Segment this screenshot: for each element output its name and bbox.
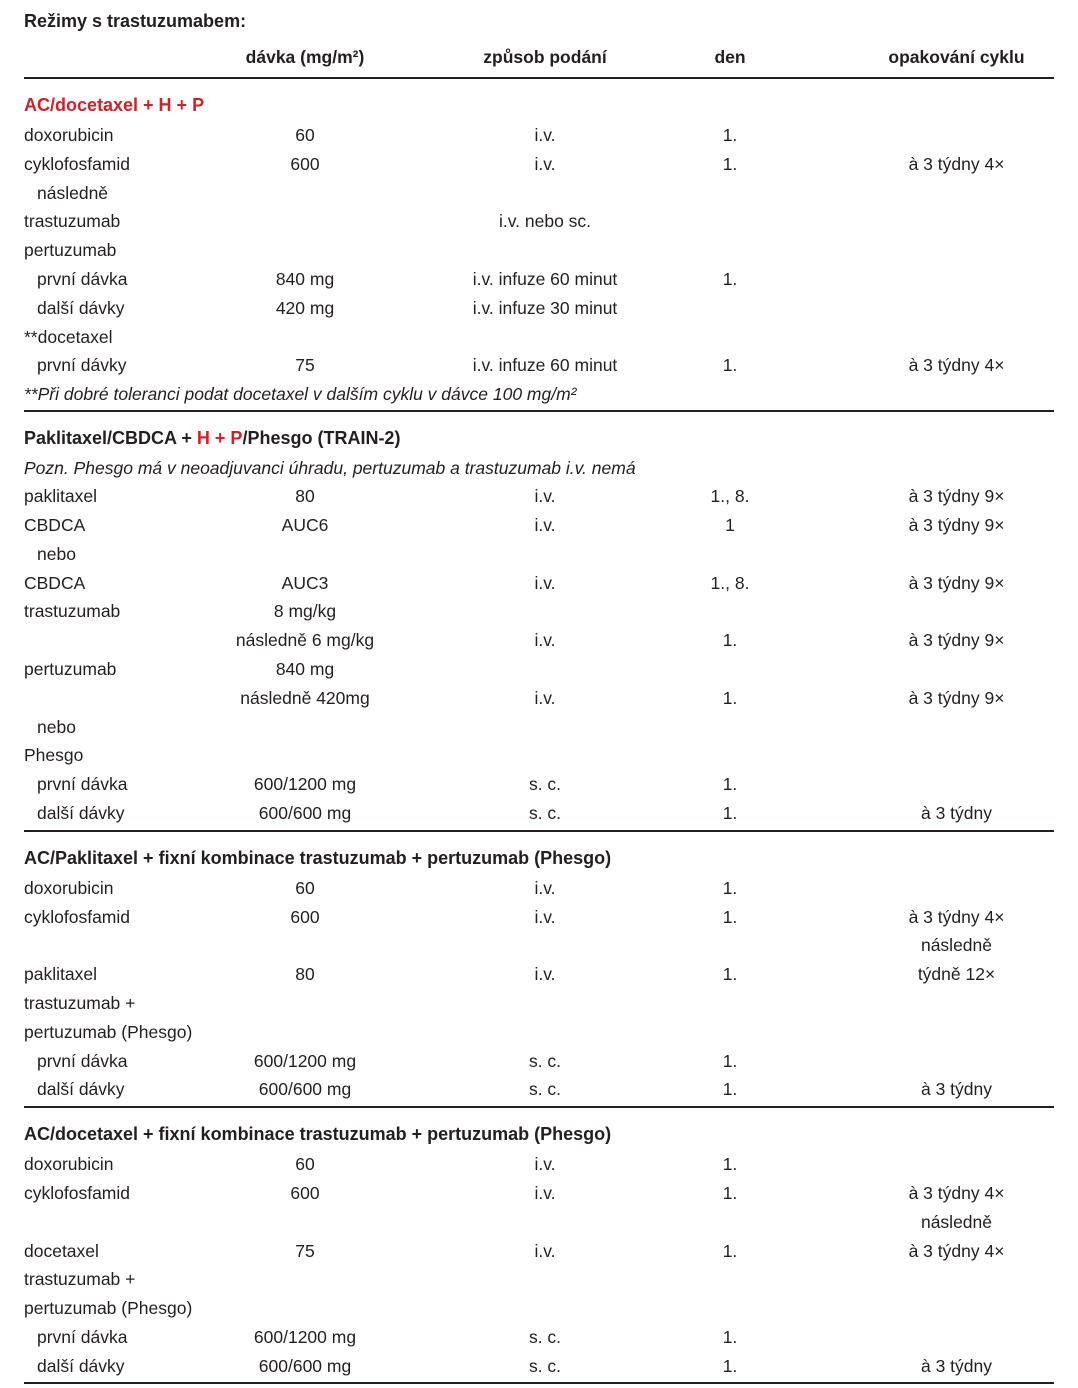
- row-cycle-repeat-cell: [775, 1169, 1054, 1170]
- table-row: [24, 989, 1054, 1018]
- row-drug-name-cell: další dávky: [37, 1355, 125, 1376]
- regimen-section: [24, 1123, 1054, 1384]
- row-day-cell: 1.: [722, 1240, 738, 1261]
- row-dose-cell: následně 6 mg/kg: [235, 630, 375, 651]
- row-day-cell: 1.: [722, 1182, 738, 1203]
- row-day-cell: [685, 342, 775, 343]
- row-day-cell: [685, 198, 775, 199]
- row-route-cell: i.v.: [534, 906, 556, 927]
- row-route-cell: s. c.: [528, 802, 562, 823]
- row-day-cell: [685, 1037, 775, 1038]
- row-drug-name-cell: další dávky: [37, 802, 125, 823]
- section-rows: [24, 121, 1054, 380]
- row-cycle-repeat-cell: à 3 týdny: [920, 802, 993, 823]
- sections-container: [24, 94, 1054, 1384]
- row-route-cell: i.v.: [534, 687, 556, 708]
- row-day-cell: [685, 313, 775, 314]
- row-drug-name-cell: **docetaxel: [24, 326, 113, 347]
- row-day-cell: [685, 950, 775, 951]
- row-route-cell: [405, 342, 685, 343]
- section-heading-text: AC/Paklitaxel + fixní kombinace trastuzumab + pertuzumab (Phesgo): [24, 847, 612, 868]
- row-drug-name-cell: [24, 950, 205, 951]
- table-row: [24, 351, 1054, 380]
- section-heading-accent-text: AC/docetaxel + H + P: [24, 95, 205, 115]
- row-day-cell: 1.: [722, 355, 738, 376]
- table-row: [24, 236, 1054, 265]
- row-day-cell: 1: [725, 514, 735, 535]
- section-heading: [24, 94, 1054, 116]
- row-cycle-repeat-cell: [775, 198, 1054, 199]
- table-row: [24, 655, 1054, 684]
- section-heading: [24, 1123, 1054, 1145]
- row-dose-cell: [205, 732, 405, 733]
- row-day-cell: 1.: [722, 687, 738, 708]
- row-drug-name-cell: první dávka: [37, 268, 128, 289]
- table-row: [24, 1352, 1054, 1381]
- row-route-cell: [405, 732, 685, 733]
- row-day-cell: 1.: [722, 1079, 738, 1100]
- row-route-cell: [405, 1227, 685, 1228]
- row-dose-cell: [205, 1284, 405, 1285]
- table-row: [24, 121, 1054, 150]
- row-drug-name-cell: CBDCA: [24, 572, 86, 593]
- row-route-cell: [405, 1008, 685, 1009]
- row-drug-name-cell: cyklofosfamid: [24, 906, 131, 927]
- row-dose-cell: 600/600 mg: [258, 1079, 352, 1100]
- table-row: [24, 1237, 1054, 1266]
- table-row: [24, 511, 1054, 540]
- row-dose-cell: 80: [295, 964, 315, 985]
- row-cycle-repeat-cell: [775, 674, 1054, 675]
- row-dose-cell: 840 mg: [275, 658, 335, 679]
- row-cycle-repeat-cell: [775, 1313, 1054, 1314]
- row-cycle-repeat-cell: [775, 1066, 1054, 1067]
- row-drug-name-cell: pertuzumab: [24, 658, 117, 679]
- row-day-cell: 1., 8.: [710, 486, 750, 507]
- row-drug-name-cell: doxorubicin: [24, 1154, 114, 1175]
- row-dose-cell: 75: [295, 1240, 315, 1261]
- table-row: [24, 1294, 1054, 1323]
- page-title: Režimy s trastuzumabem:: [24, 11, 247, 31]
- table-row: [24, 569, 1054, 598]
- row-cycle-repeat-cell: à 3 týdny 4×: [908, 906, 1005, 927]
- row-route-cell: s. c.: [528, 1050, 562, 1071]
- table-row: [24, 150, 1054, 179]
- row-dose-cell: [205, 559, 405, 560]
- column-header-day: den: [714, 47, 746, 67]
- regimen-section: [24, 847, 1054, 1108]
- row-route-cell: i.v.: [534, 153, 556, 174]
- row-cycle-repeat-cell: [775, 1342, 1054, 1343]
- row-drug-name-cell: trastuzumab +: [24, 1269, 136, 1290]
- row-route-cell: i.v.: [534, 877, 556, 898]
- column-header-cycle-repeat: opakování cyklu: [888, 47, 1025, 67]
- row-route-cell: i.v.: [534, 964, 556, 985]
- row-cycle-repeat-cell: à 3 týdny: [920, 1355, 993, 1376]
- row-day-cell: 1.: [722, 125, 738, 145]
- row-route-cell: i.v. infuze 30 minut: [472, 297, 618, 318]
- row-cycle-repeat-cell: [775, 789, 1054, 790]
- row-cycle-repeat-cell: à 3 týdny 9×: [908, 514, 1005, 535]
- row-drug-name-cell: doxorubicin: [24, 877, 114, 898]
- row-route-cell: i.v.: [534, 514, 556, 535]
- row-route-cell: i.v.: [534, 1182, 556, 1203]
- section-heading: [24, 427, 1054, 449]
- row-dose-cell: 80: [295, 486, 315, 507]
- row-dose-cell: [205, 226, 405, 227]
- table-row: [24, 1047, 1054, 1076]
- table-row: [24, 1179, 1054, 1208]
- row-drug-name-cell: paklitaxel: [24, 486, 97, 507]
- row-drug-name-cell: paklitaxel: [24, 964, 97, 985]
- row-dose-cell: následně 420mg: [240, 687, 370, 708]
- row-drug-name-cell: následně: [37, 182, 109, 203]
- row-drug-name-cell: [24, 645, 205, 646]
- row-day-cell: [685, 559, 775, 560]
- row-cycle-repeat-cell: à 3 týdny 4×: [908, 1182, 1005, 1203]
- section-heading-text: Paklitaxel/CBDCA +: [24, 428, 197, 449]
- row-route-cell: i.v.: [534, 630, 556, 651]
- table-row: [24, 626, 1054, 655]
- row-cycle-repeat-cell: à 3 týdny 9×: [908, 572, 1005, 593]
- header-divider: [24, 77, 1054, 79]
- row-day-cell: [685, 760, 775, 761]
- regimen-section: [24, 94, 1054, 412]
- table-column-headers: [24, 45, 1054, 77]
- row-route-cell: [405, 1037, 685, 1038]
- section-divider: [24, 410, 1054, 412]
- row-drug-name-cell: trastuzumab: [24, 601, 121, 622]
- section-heading-accent-text: H + P: [196, 428, 243, 449]
- table-row: [24, 265, 1054, 294]
- row-route-cell: [405, 559, 685, 560]
- table-row: [24, 207, 1054, 236]
- section-divider: [24, 830, 1054, 832]
- column-header-dose: dávka (mg/m²): [245, 47, 365, 67]
- row-cycle-repeat-cell: [775, 732, 1054, 733]
- row-cycle-repeat-cell: [775, 559, 1054, 560]
- row-drug-name-cell: první dávka: [37, 774, 128, 795]
- row-drug-name-cell: CBDCA: [24, 514, 86, 535]
- table-row: [24, 323, 1054, 352]
- row-drug-name-cell: pertuzumab (Phesgo): [24, 1298, 193, 1319]
- row-drug-name-cell: trastuzumab +: [24, 992, 136, 1013]
- row-dose-cell: AUC6: [281, 514, 329, 535]
- row-day-cell: [685, 1313, 775, 1314]
- row-cycle-repeat-cell: následně: [920, 935, 993, 956]
- section-heading: [24, 847, 1054, 869]
- table-row: [24, 1208, 1054, 1237]
- row-drug-name-cell: cyklofosfamid: [24, 1182, 131, 1203]
- row-cycle-repeat-cell: [775, 255, 1054, 256]
- row-dose-cell: 600: [290, 1182, 320, 1203]
- row-route-cell: s. c.: [528, 1326, 562, 1347]
- row-cycle-repeat-cell: [775, 342, 1054, 343]
- table-row: [24, 1323, 1054, 1352]
- row-drug-name-cell: pertuzumab (Phesgo): [24, 1021, 193, 1042]
- row-dose-cell: [205, 342, 405, 343]
- row-dose-cell: 600: [290, 153, 320, 174]
- row-drug-name-cell: pertuzumab: [24, 240, 117, 261]
- row-day-cell: 1.: [722, 153, 738, 174]
- row-dose-cell: 600/1200 mg: [253, 1326, 357, 1347]
- section-rows: [24, 1150, 1054, 1380]
- row-dose-cell: [205, 950, 405, 951]
- row-day-cell: 1.: [722, 906, 738, 927]
- row-dose-cell: 600/600 mg: [258, 1355, 352, 1376]
- row-drug-name-cell: trastuzumab: [24, 211, 121, 232]
- row-drug-name-cell: další dávky: [37, 1079, 125, 1100]
- row-route-cell: [405, 760, 685, 761]
- regimen-section: [24, 427, 1054, 832]
- row-cycle-repeat-cell: à 3 týdny 4×: [908, 153, 1005, 174]
- row-cycle-repeat-cell: [775, 313, 1054, 314]
- table-row: [24, 713, 1054, 742]
- table-row: [24, 179, 1054, 208]
- row-cycle-repeat-cell: [775, 226, 1054, 227]
- row-dose-cell: [205, 255, 405, 256]
- row-day-cell: 1.: [722, 774, 738, 795]
- row-cycle-repeat-cell: à 3 týdny: [920, 1079, 993, 1100]
- row-drug-name-cell: nebo: [37, 543, 76, 564]
- row-route-cell: s. c.: [528, 774, 562, 795]
- column-header-name: [24, 62, 205, 63]
- row-cycle-repeat-cell: [775, 1284, 1054, 1285]
- table-row: [24, 931, 1054, 960]
- row-cycle-repeat-cell: à 3 týdny 4×: [908, 1240, 1005, 1261]
- table-row: [24, 1075, 1054, 1104]
- row-route-cell: [405, 674, 685, 675]
- row-day-cell: [685, 674, 775, 675]
- row-drug-name-cell: docetaxel: [24, 1240, 99, 1261]
- row-cycle-repeat-cell: [775, 893, 1054, 894]
- row-day-cell: [685, 226, 775, 227]
- row-dose-cell: 60: [295, 1154, 315, 1175]
- row-drug-name-cell: další dávky: [37, 297, 125, 318]
- row-route-cell: [405, 1313, 685, 1314]
- table-row: [24, 294, 1054, 323]
- row-drug-name-cell: nebo: [37, 716, 76, 737]
- row-cycle-repeat-cell: [775, 1037, 1054, 1038]
- table-row: [24, 597, 1054, 626]
- table-row: [24, 1018, 1054, 1047]
- row-dose-cell: 600/1200 mg: [253, 774, 357, 795]
- row-day-cell: 1.: [722, 802, 738, 823]
- row-day-cell: 1.: [722, 1326, 738, 1347]
- section-rows: [24, 874, 1054, 1104]
- row-day-cell: 1., 8.: [710, 572, 750, 593]
- section-note: Pozn. Phesgo má v neoadjuvanci úhradu, pertuzumab a trastuzumab i.v. nemá: [24, 458, 636, 479]
- row-cycle-repeat-cell: à 3 týdny 9×: [908, 486, 1005, 507]
- row-route-cell: [405, 255, 685, 256]
- row-dose-cell: 75: [295, 355, 315, 376]
- row-drug-name-cell: cyklofosfamid: [24, 153, 131, 174]
- row-day-cell: [685, 1284, 775, 1285]
- row-dose-cell: 600/1200 mg: [253, 1050, 357, 1071]
- row-drug-name-cell: [24, 703, 205, 704]
- row-cycle-repeat-cell: [775, 284, 1054, 285]
- row-drug-name-cell: první dávka: [37, 1326, 128, 1347]
- row-day-cell: 1.: [722, 630, 738, 651]
- row-dose-cell: 8 mg/kg: [273, 601, 337, 622]
- row-day-cell: 1.: [722, 877, 738, 898]
- section-divider: [24, 1106, 1054, 1108]
- row-dose-cell: 840 mg: [275, 268, 335, 289]
- column-header-route: způsob podání: [483, 47, 607, 67]
- table-row: [24, 482, 1054, 511]
- row-cycle-repeat-cell: týdně 12×: [917, 964, 996, 985]
- row-route-cell: i.v.: [534, 125, 556, 145]
- row-day-cell: 1.: [722, 1355, 738, 1376]
- row-route-cell: i.v.: [534, 1154, 556, 1175]
- section-rows: [24, 482, 1054, 828]
- row-dose-cell: 420 mg: [275, 297, 335, 318]
- row-cycle-repeat-cell: [775, 616, 1054, 617]
- row-dose-cell: [205, 1227, 405, 1228]
- row-day-cell: [685, 732, 775, 733]
- row-day-cell: 1.: [722, 1154, 738, 1175]
- row-cycle-repeat-cell: à 3 týdny 9×: [908, 630, 1005, 651]
- row-route-cell: i.v.: [534, 1240, 556, 1261]
- row-dose-cell: 60: [295, 125, 315, 145]
- row-dose-cell: 600/600 mg: [258, 802, 352, 823]
- row-dose-cell: [205, 760, 405, 761]
- row-dose-cell: AUC3: [281, 572, 329, 593]
- row-drug-name-cell: doxorubicin: [24, 125, 114, 145]
- row-day-cell: 1.: [722, 1050, 738, 1071]
- table-row: [24, 903, 1054, 932]
- row-dose-cell: [205, 1037, 405, 1038]
- table-row: [24, 770, 1054, 799]
- table-row: [24, 960, 1054, 989]
- row-day-cell: [685, 1227, 775, 1228]
- row-day-cell: 1.: [722, 964, 738, 985]
- row-route-cell: i.v. infuze 60 minut: [472, 268, 618, 289]
- table-row: [24, 1150, 1054, 1179]
- row-route-cell: s. c.: [528, 1355, 562, 1376]
- row-day-cell: [685, 255, 775, 256]
- row-route-cell: [405, 616, 685, 617]
- section-heading-suffix-text: /Phesgo (TRAIN-2): [242, 428, 401, 449]
- row-day-cell: [685, 1008, 775, 1009]
- row-day-cell: [685, 616, 775, 617]
- row-dose-cell: 60: [295, 877, 315, 898]
- row-dose-cell: [205, 198, 405, 199]
- table-row: [24, 741, 1054, 770]
- row-dose-cell: [205, 1313, 405, 1314]
- section-footnote: **Při dobré toleranci podat docetaxel v dalším cyklu v dávce 100 mg/m²: [24, 384, 577, 405]
- row-route-cell: [405, 198, 685, 199]
- row-dose-cell: [205, 1008, 405, 1009]
- row-route-cell: i.v. nebo sc.: [498, 211, 592, 232]
- row-cycle-repeat-cell: à 3 týdny 9×: [908, 687, 1005, 708]
- row-drug-name-cell: první dávky: [37, 355, 127, 376]
- table-row: [24, 540, 1054, 569]
- row-day-cell: 1.: [722, 268, 738, 289]
- row-route-cell: i.v.: [534, 572, 556, 593]
- row-route-cell: [405, 950, 685, 951]
- row-route-cell: [405, 1284, 685, 1285]
- row-drug-name-cell: první dávka: [37, 1050, 128, 1071]
- row-route-cell: i.v. infuze 60 minut: [472, 355, 618, 376]
- row-cycle-repeat-cell: [775, 1008, 1054, 1009]
- row-cycle-repeat-cell: [775, 760, 1054, 761]
- section-divider: [24, 1382, 1054, 1384]
- table-row: [24, 684, 1054, 713]
- row-route-cell: s. c.: [528, 1079, 562, 1100]
- row-route-cell: i.v.: [534, 486, 556, 507]
- table-row: [24, 874, 1054, 903]
- section-heading-text: AC/docetaxel + fixní kombinace trastuzumab + pertuzumab (Phesgo): [24, 1124, 612, 1145]
- row-cycle-repeat-cell: à 3 týdny 4×: [908, 355, 1005, 376]
- row-drug-name-cell: Phesgo: [24, 745, 84, 766]
- table-row: [24, 799, 1054, 828]
- row-cycle-repeat-cell: následně: [920, 1211, 993, 1232]
- row-cycle-repeat-cell: [775, 140, 1054, 141]
- table-row: [24, 1265, 1054, 1294]
- row-dose-cell: 600: [290, 906, 320, 927]
- row-drug-name-cell: [24, 1227, 205, 1228]
